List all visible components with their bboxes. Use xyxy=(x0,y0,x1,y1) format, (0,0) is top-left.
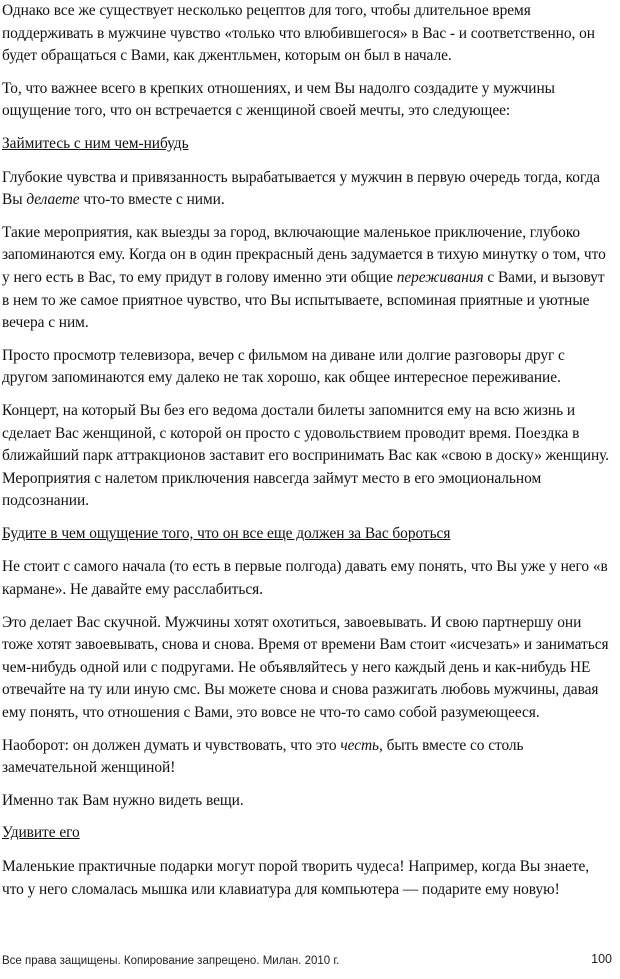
text-run: Удивите его xyxy=(2,824,80,842)
text-run: Не стоит с самого начала (то есть в первые полгода) давать ему понять, что Вы уже у него «в кармане». Не давайте ему расслабиться. xyxy=(2,558,608,599)
paragraph xyxy=(2,556,614,601)
emphasis-text: честь xyxy=(340,736,380,754)
section-heading xyxy=(2,822,614,845)
text-run: Такие мероприятия, как выезды за город, включающие маленькое приключение, глубоко запоминаются ему. Когда он в один прекрасный день задумается в тихую минутку о том, что у него есть в Вас, то ему придут в голову именно эти общие xyxy=(2,223,606,286)
paragraph xyxy=(2,167,614,212)
section-heading xyxy=(2,523,614,546)
paragraph xyxy=(2,345,614,390)
text-run: , быть вместе со столь замечательной женщиной! xyxy=(2,736,524,777)
paragraph xyxy=(2,400,614,513)
paragraph xyxy=(2,0,614,68)
paragraph xyxy=(2,612,614,725)
paragraph xyxy=(2,222,614,335)
text-run: с Вами, и вызовут в нем то же самое приятное чувство, что Вы испытываете, вспоминая приятные и уютные вечера с ним. xyxy=(2,268,605,332)
text-run: Однако все же существует несколько рецептов для того, чтобы длительное время поддерживать в мужчине чувство «только что влюбившегося» в Вас - и соответственно, он будет обращаться с Вами, как джентльмен, которым он был в начале. xyxy=(2,2,595,65)
text-run: Займитесь с ним чем-нибудь xyxy=(2,134,189,152)
page-number: 100 xyxy=(591,952,612,966)
paragraph xyxy=(2,78,614,123)
text-run: Будите в чем ощущение того, что он все еще должен за Вас бороться xyxy=(2,524,451,542)
footer-copyright: Все права защищены. Копирование запрещено. Милан. 2010 г. xyxy=(2,955,340,967)
text-run: что-то вместе с ними. xyxy=(79,191,225,209)
emphasis-text: делаете xyxy=(26,191,80,209)
text-run: То, что важнее всего в крепких отношениях, и чем Вы надолго создадите у мужчины ощущение того, что он встречается с женщиной своей мечты, это следующее: xyxy=(2,79,555,120)
text-run: Просто просмотр телевизора, вечер с фильмом на диване или долгие разговоры друг с другом запоминаются ему далеко не так хорошо, как общее интересное переживание. xyxy=(2,346,565,387)
text-run: Концерт, на который Вы без его ведома достали билеты запомнится ему на всю жизнь и сделает Вас женщиной, с которой он просто с удовольствием проводит время. Поездка в ближайший парк аттракционов заставит его воспринимать Вас как «свою в доску» женщину. Мероприятия с налетом приключения навсегда займут место в его эмоциональном подсознании. xyxy=(2,401,610,510)
text-run: Наоборот: он должен думать и чувствовать, что это xyxy=(2,736,341,754)
paragraph xyxy=(2,790,614,813)
text-run: Глубокие чувства и привязанность вырабатывается у мужчин в первую очередь тогда, когда Вы xyxy=(2,168,600,209)
document-body xyxy=(2,0,614,911)
text-run: Именно так Вам нужно видеть вещи. xyxy=(2,791,244,809)
paragraph xyxy=(2,856,614,901)
section-heading xyxy=(2,133,614,156)
paragraph xyxy=(2,735,614,780)
emphasis-text: переживания xyxy=(396,268,484,286)
text-run: Маленькие практичные подарки могут порой творить чудеса! Например, когда Вы знаете, что у него сломалась мышка или клавиатура для компьютера — подарите ему новую! xyxy=(2,858,590,898)
text-run: Это делает Вас скучной. Мужчины хотят охотиться, завоевывать. И свою партнершу они тоже хотят завоевывать, снова и снова. Время от времени Вам стоит «исчезать» и заниматься чем-нибудь одной или с подругами. Не объявляйтесь у него каждый день и как-нибудь НЕ отвечайте на ту или иную смс. Вы можете снова и снова разжигать любовь мужчины, давая ему понять, что отношения с Вами, это вовсе не что-то само собой разумеющееся. xyxy=(2,613,609,722)
